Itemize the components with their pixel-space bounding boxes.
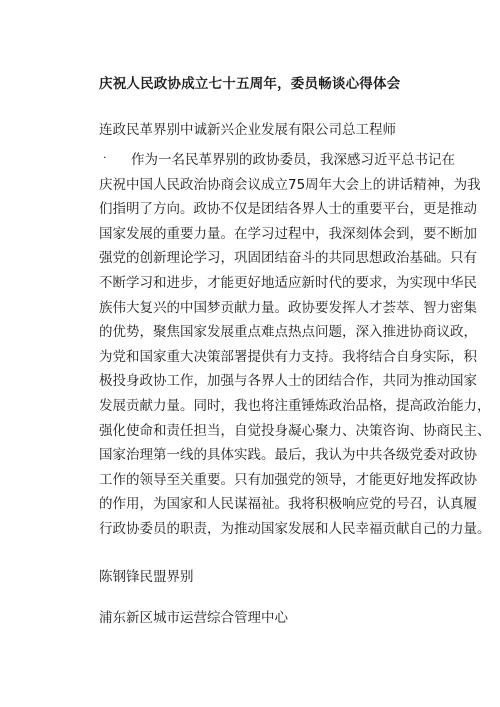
paragraph-line: 国家发展的重要力量。在学习过程中，我深刻体会到，要不断加	[99, 225, 477, 242]
paragraph-line: 们指明了方向。政协不仅是团结各界人士的重要平台，更是推动	[99, 201, 477, 218]
paragraph-line: 发展贡献力量。同时，我也将注重锤炼政治品格，提高政治能力，	[99, 397, 491, 414]
document-title: 庆祝人民政协成立七十五周年，委员畅谈心得体会	[99, 76, 401, 92]
paragraph-line: 强党的创新理论学习，巩固团结奋斗的共同思想政治基础。只有	[99, 250, 477, 267]
paragraph-line: 国家治理第一线的具体实践。最后，我认为中共各级党委对政协	[99, 447, 477, 464]
body-paragraph	[99, 148, 491, 542]
paragraph-line: 族伟大复兴的中国梦贡献力量。政协要发挥人才荟萃、智力密集	[99, 299, 477, 316]
paragraph-line: 极投身政协工作，加强与各界人士的团结合作，共同为推动国家	[99, 373, 477, 390]
paragraph-line: 为党和国家重大决策部署提供有力支持。我将结合自身实际，积	[99, 348, 477, 365]
member-name: 陈钢锋民盟界别	[99, 569, 194, 585]
paragraph-line: 作为一名民革界别的政协委员，我深感习近平总书记在	[131, 152, 455, 168]
author-affiliation: 连政民革界别中诚新兴企业发展有限公司总工程师	[99, 122, 396, 138]
paragraph-line: 工作的领导至关重要。只有加强党的领导，才能更好地发挥政协	[99, 471, 477, 488]
paragraph-line: 的优势，聚焦国家发展重点难点热点问题，深入推进协商议政，	[99, 324, 477, 341]
paragraph-line: 庆祝中国人民政治协商会议成立75周年大会上的讲话精神，为我	[99, 176, 481, 193]
paragraph-line: 不断学习和进步，才能更好地适应新时代的要求，为实现中华民	[99, 274, 477, 291]
paragraph-line: 行政协委员的职责，为推动国家发展和人民幸福贡献自己的力量。	[99, 520, 491, 537]
paragraph-line: 强化使命和责任担当，自觉投身凝心聚力、决策咨询、协商民主、	[99, 422, 491, 439]
member-organization: 浦东新区城市运营综合管理中心	[99, 610, 288, 626]
bullet-marker: ·	[103, 151, 107, 164]
paragraph-line: 的作用，为国家和人民谋福祉。我将积极响应党的号召，认真履	[99, 496, 477, 513]
